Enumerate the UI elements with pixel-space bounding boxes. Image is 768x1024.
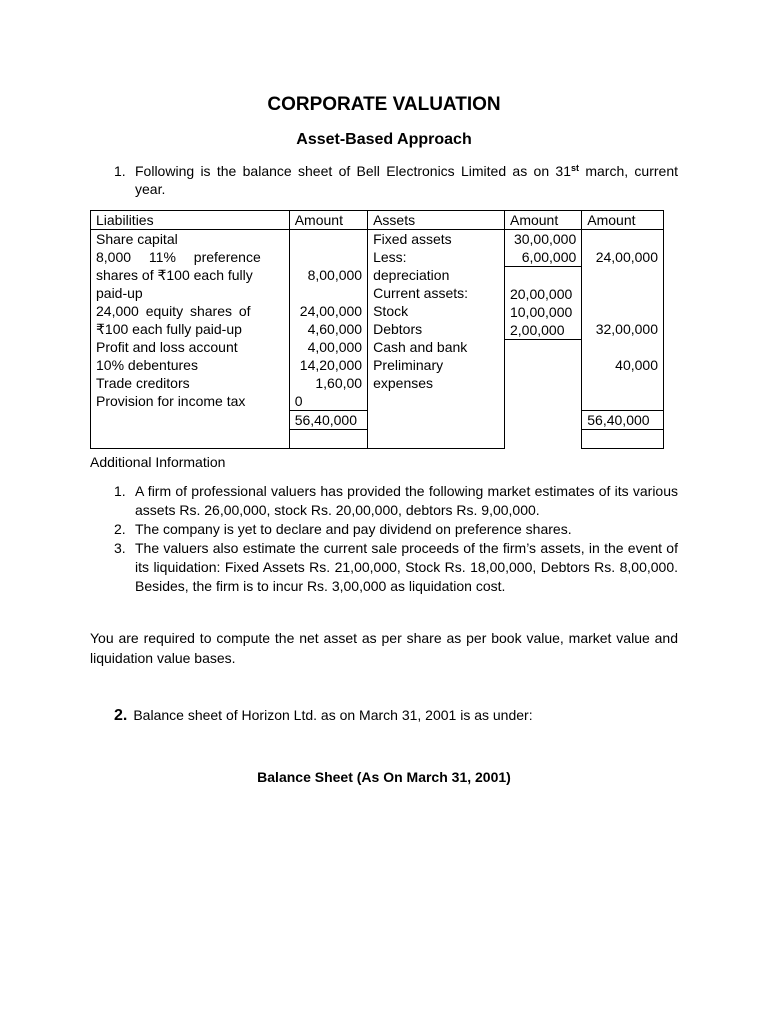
liability-preference-shares: paid-up: [96, 285, 143, 301]
question-2: [114, 706, 533, 725]
liabilities-cell: [91, 230, 290, 411]
amount-equity: 24,00,000: [299, 303, 363, 319]
liability-share-capital: Share capital: [96, 231, 178, 247]
question-1-text-part: march, current year.: [135, 163, 678, 197]
liability-profit-loss: Profit and loss account: [96, 339, 238, 355]
question-1-text-part: Following is the balance sheet of Bell Electronics Limited as on 31: [135, 163, 571, 179]
list-item: [114, 539, 678, 596]
assets-total: 56,40,000: [582, 411, 664, 430]
balance-sheet-heading: Balance Sheet (As On March 31, 2001): [257, 769, 511, 785]
asset-preliminary: Preliminary: [373, 357, 444, 373]
asset-amounts-2-cell: [582, 230, 664, 411]
amount-provision-tax-overflow: 0: [294, 393, 303, 409]
additional-info-label: Additional Information: [90, 454, 226, 470]
asset-less: Less:: [373, 249, 407, 265]
list-item-number: 2.: [114, 521, 126, 537]
list-item: [114, 482, 678, 520]
list-item-text: The valuers also estimate the current sale proceeds of the firm’s assets, in the event of its liquidation: Fixed Assets Rs. 21,00,000, Stock Rs. 18,00,000, Debtors Rs. 8,00,000. Besides, the firm is to incur Rs. 3,00,000 as liquidation cost.: [135, 540, 678, 594]
additional-info-list: [114, 482, 678, 596]
table-header-row: [91, 211, 664, 230]
assets-cell: [368, 230, 505, 411]
list-item: [114, 520, 678, 539]
amount-preliminary: 40,000: [615, 357, 658, 373]
table-body-row: [91, 230, 664, 411]
amount-debtors: 2,00,000: [505, 321, 581, 340]
requirement-text: You are required to compute the net asset as per share as per book value, market value and liquidation value bases.: [90, 630, 678, 666]
amount-provision-tax: 1,60,00: [315, 375, 363, 391]
question-1-number: 1.: [114, 163, 126, 179]
question-1: [114, 162, 678, 198]
liability-provision-tax: Provision for income tax: [96, 393, 246, 409]
amount-current-total: 32,00,000: [595, 321, 658, 337]
list-item-number: 3.: [114, 540, 126, 556]
amount-net-fixed-assets: 24,00,000: [595, 249, 658, 265]
liability-equity-shares: 24,000 equity shares of: [96, 303, 251, 319]
asset-depreciation: depreciation: [373, 267, 450, 283]
section-subtitle: Asset-Based Approach: [296, 131, 472, 148]
asset-stock: Stock: [373, 303, 409, 319]
amount-fixed-assets: 30,00,000: [513, 231, 577, 247]
amount-stock: 10,00,000: [509, 304, 573, 320]
liabilities-total: 56,40,000: [289, 411, 367, 430]
header-amount: Amount: [504, 211, 581, 230]
date-superscript: st: [571, 163, 580, 173]
asset-amounts-1-cell: [504, 230, 581, 449]
page-title: CORPORATE VALUATION: [267, 94, 501, 115]
amount-debentures: 4,00,000: [307, 339, 363, 355]
asset-preliminary: expenses: [373, 375, 434, 391]
balance-sheet-table: [90, 210, 664, 449]
question-2-number: 2.: [114, 707, 128, 724]
amount-trade-creditors: 14,20,000: [299, 357, 363, 373]
asset-cash-bank: Cash and bank: [373, 339, 468, 355]
list-item-number: 1.: [114, 483, 126, 499]
amount-depreciation: 6,00,000: [505, 248, 581, 267]
header-liabilities: Liabilities: [91, 211, 290, 230]
question-2-text: Balance sheet of Horizon Ltd. as on March 31, 2001 is as under:: [133, 707, 533, 723]
asset-debtors: Debtors: [373, 321, 423, 337]
liability-preference-shares: shares of ₹100 each fully: [96, 267, 253, 283]
liability-amounts-cell: [289, 230, 367, 411]
amount-current-assets: 20,00,000: [509, 286, 573, 302]
liability-equity-shares: ₹100 each fully paid-up: [96, 321, 242, 337]
amount-preference: 8,00,000: [307, 267, 363, 283]
liability-debentures: 10% debentures: [96, 357, 198, 373]
header-amount: Amount: [582, 211, 664, 230]
list-item-text: A firm of professional valuers has provided the following market estimates of its various assets Rs. 26,00,000, stock Rs. 20,00,000, debtors Rs. 9,00,000.: [135, 483, 678, 518]
question-1-text: [135, 162, 678, 198]
header-assets: Assets: [368, 211, 505, 230]
list-item-text: The company is yet to declare and pay dividend on preference shares.: [135, 521, 572, 537]
liability-trade-creditors: Trade creditors: [96, 375, 190, 391]
amount-profit-loss: 4,60,000: [307, 321, 363, 337]
asset-current-heading: Current assets:: [373, 285, 469, 301]
header-amount: Amount: [289, 211, 367, 230]
liability-preference-shares: 8,000 11% preference: [96, 249, 261, 265]
asset-fixed: Fixed assets: [373, 231, 452, 247]
